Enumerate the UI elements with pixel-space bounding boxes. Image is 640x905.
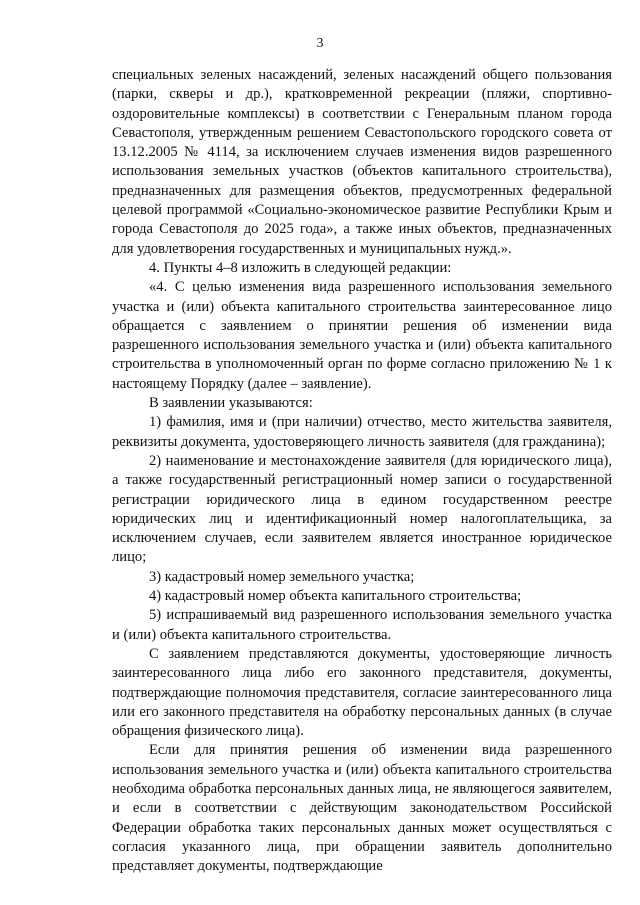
paragraph: 5) испрашиваемый вид разрешенного использования земельного участка и (или) объекта капитального строительства. [112, 607, 612, 643]
paragraph: 2) наименование и местонахождение заявителя (для юридического лица), а также государственный регистрационный номер записи о государственной регистрации юридического лица в едином государственном реестре юридических лиц и идентификационный номер налогоплательщика, за исключением случаев, если заявителем является иностранное юридическое лицо; [112, 452, 612, 566]
paragraph: 4. Пункты 4–8 изложить в следующей редакции: [149, 259, 452, 276]
paragraph: специальных зеленых насаждений, зеленых насаждений общего пользования (парки, скверы и др.), кратковременной рекреации (пляжи, спортивно-оздоровительные комплексы) в соответствии с Генеральным планом города Севастополя, утвержденным решением Севастопольского городского совета от 13.12.2005 № 4114, за исключением случаев изменения видов разрешенного использования земельных участков (объектов капитального строительства), предназначенных для размещения объектов, предусмотренных федеральной целевой программой «Социально-экономическое развитие Республики Крым и города Севастополя до 2025 года», а также иных объектов, предназначенных для удовлетворения государственных и муниципальных нужд.». [112, 67, 612, 257]
paragraph: «4. С целью изменения вида разрешенного использования земельного участка и (или) объекта капитального строительства заинтересованное лицо обращается с заявлением о принятии решения об изменении вида разрешенного использования земельного участка и (или) объекта капитального строительства в уполномоченный орган по форме согласно приложению № 1 к настоящему Порядку (далее – заявление). [112, 279, 612, 392]
paragraph: 1) фамилия, имя и (при наличии) отчество, место жительства заявителя, реквизиты документа, удостоверяющего личность заявителя (для гражданина); [112, 414, 612, 450]
paragraph: Если для принятия решения об изменении вида разрешенного использования земельного участка и (или) объекта капитального строительства необходима обработка персональных данных лица, не являющегося заявителем, и если в соответствии с действующим законодательством Российской Федерации обработка таких персональных данных может осуществляться с согласия указанного лица, при обращении заявитель дополнительно представляет документы, подтверждающие [112, 742, 612, 875]
paragraph: В заявлении указываются: [149, 395, 313, 412]
paragraph: С заявлением представляются документы, удостоверяющие личность заинтересованного лица либо его законного представителя, документы, подтверждающие полномочия представителя, согласие заинтересованного лица или его законного представителя на обработку персональных данных (в случае обращения физического лица). [112, 645, 612, 740]
page-number: 3 [316, 36, 324, 51]
document-body [112, 66, 612, 876]
paragraph: 4) кадастровый номер объекта капитального строительства; [149, 588, 522, 605]
paragraph: 3) кадастровый номер земельного участка; [149, 568, 415, 585]
